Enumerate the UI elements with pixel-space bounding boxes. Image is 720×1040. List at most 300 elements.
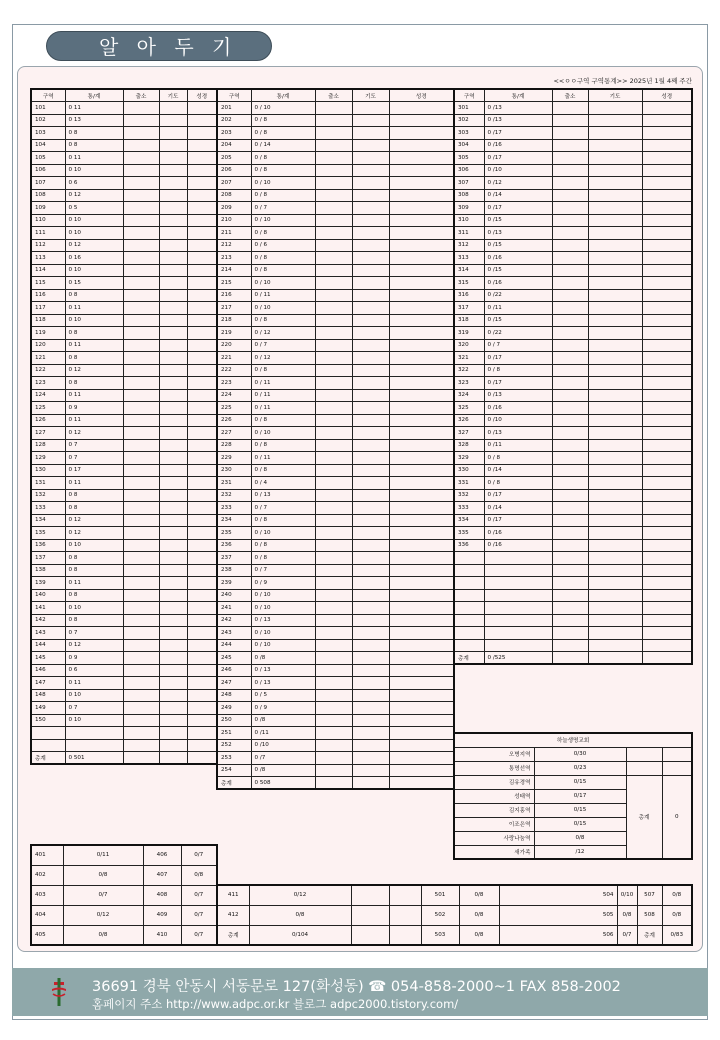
table-cell	[352, 652, 389, 665]
table-cell	[352, 777, 389, 790]
table-cell	[588, 477, 642, 490]
room-number: 318	[454, 314, 484, 327]
table-cell	[389, 377, 454, 390]
table-cell	[389, 652, 454, 665]
group-name: 이조은역	[454, 817, 534, 831]
room-number: 305	[454, 152, 484, 165]
room-number: 249	[217, 702, 251, 715]
room-number: 235	[217, 527, 251, 540]
attendance-value: 0 10	[65, 689, 123, 702]
table-cell	[123, 302, 159, 315]
attendance-value: 0 /8	[251, 652, 315, 665]
group-name: 성태역	[454, 789, 534, 803]
attendance-value: 0 10	[65, 164, 123, 177]
column-header: 기도	[352, 89, 389, 102]
table-cell	[352, 289, 389, 302]
room-number: 102	[31, 114, 65, 127]
table-cell	[352, 564, 389, 577]
attendance-value: 0 / 10	[251, 277, 315, 290]
table-cell	[159, 427, 187, 440]
attendance-value: 0/12	[249, 885, 351, 905]
table-row	[31, 152, 217, 165]
table-row	[454, 564, 692, 577]
room-number: 217	[217, 302, 251, 315]
table-row	[217, 189, 454, 202]
table-cell	[588, 627, 642, 640]
table-cell	[187, 614, 217, 627]
table-cell	[389, 925, 421, 945]
room-number: 310	[454, 214, 484, 227]
table-cell	[588, 114, 642, 127]
room-number: 329	[454, 452, 484, 465]
table-row	[454, 339, 692, 352]
table-cell	[454, 614, 484, 627]
table-row	[217, 752, 454, 765]
column-header: 통/계	[484, 89, 552, 102]
table-row	[217, 202, 454, 215]
room-number: 322	[454, 364, 484, 377]
table-cell	[187, 727, 217, 740]
table-row	[31, 652, 217, 665]
total-value: 0 508	[251, 777, 315, 790]
attendance-value: 0 / 8	[251, 464, 315, 477]
room-number: 308	[454, 189, 484, 202]
table-cell	[159, 164, 187, 177]
table-cell	[552, 389, 588, 402]
table-row	[31, 627, 217, 640]
table-cell	[123, 589, 159, 602]
room-number: 254	[217, 764, 251, 777]
youth-row	[454, 761, 692, 775]
table-row	[217, 627, 454, 640]
table-cell	[187, 152, 217, 165]
table-cell	[123, 102, 159, 115]
attendance-value: 0 / 8	[251, 514, 315, 527]
table-row	[31, 314, 217, 327]
room-number: 138	[31, 564, 65, 577]
table-cell	[588, 539, 642, 552]
attendance-value: 0/83	[662, 925, 692, 945]
table-cell	[552, 527, 588, 540]
table-cell	[159, 514, 187, 527]
total-label: 총계	[454, 652, 484, 665]
table-cell	[315, 339, 352, 352]
total-value: 0 501	[65, 752, 123, 765]
table-cell	[159, 314, 187, 327]
attendance-value: 0 / 8	[484, 452, 552, 465]
table-cell	[352, 664, 389, 677]
table-cell	[642, 564, 692, 577]
table-cell	[187, 127, 217, 140]
attendance-value: 0/8	[459, 905, 499, 925]
table-cell	[187, 214, 217, 227]
attendance-value: 0 /17	[484, 489, 552, 502]
table-cell	[159, 552, 187, 565]
column-header: 출소	[315, 89, 352, 102]
table-cell	[315, 364, 352, 377]
table-row	[31, 102, 217, 115]
table-cell	[389, 464, 454, 477]
attendance-value: 0 12	[65, 364, 123, 377]
table-row	[217, 564, 454, 577]
table-cell	[588, 152, 642, 165]
table-cell	[389, 702, 454, 715]
table-row	[217, 527, 454, 540]
table-cell	[642, 164, 692, 177]
table-row	[31, 402, 217, 415]
table-cell	[315, 214, 352, 227]
table-cell	[552, 139, 588, 152]
table-cell	[642, 139, 692, 152]
table-row	[217, 177, 454, 190]
room-number: 232	[217, 489, 251, 502]
table-cell	[123, 464, 159, 477]
table-row	[217, 727, 454, 740]
room-number: 226	[217, 414, 251, 427]
attendance-value: 0 8	[65, 589, 123, 602]
room-number: 327	[454, 427, 484, 440]
table-cell	[352, 602, 389, 615]
attendance-value: 0/7	[181, 905, 217, 925]
table-cell	[389, 139, 454, 152]
table-cell	[315, 464, 352, 477]
table-cell	[315, 514, 352, 527]
table-cell	[31, 739, 65, 752]
room-number: 135	[31, 527, 65, 540]
room-number: 324	[454, 389, 484, 402]
table-cell	[352, 127, 389, 140]
table-cell	[588, 464, 642, 477]
attendance-value: 0 / 7	[251, 339, 315, 352]
table-cell	[123, 114, 159, 127]
table-row	[454, 127, 692, 140]
table-cell	[159, 139, 187, 152]
table-cell	[642, 414, 692, 427]
table-cell	[389, 427, 454, 440]
table-row	[454, 602, 692, 615]
attendance-value: 0 8	[65, 564, 123, 577]
table-row	[217, 589, 454, 602]
table-cell	[187, 402, 217, 415]
room-number: 130	[31, 464, 65, 477]
table-cell	[588, 614, 642, 627]
table-cell	[588, 139, 642, 152]
table-cell	[552, 414, 588, 427]
table-cell	[389, 577, 454, 590]
table-cell	[123, 627, 159, 640]
table-cell	[315, 664, 352, 677]
attendance-value: 0 10	[65, 602, 123, 615]
table-row	[31, 502, 217, 515]
room-number: 127	[31, 427, 65, 440]
table-row	[217, 214, 454, 227]
room-number: 309	[454, 202, 484, 215]
table-row	[31, 264, 217, 277]
table-cell	[187, 377, 217, 390]
table-row	[454, 477, 692, 490]
table-row	[31, 639, 217, 652]
table-cell	[588, 289, 642, 302]
table-cell	[187, 689, 217, 702]
table-cell	[187, 627, 217, 640]
attendance-value: 0 6	[65, 177, 123, 190]
attendance-value: 0 / 8	[251, 264, 315, 277]
table-cell	[352, 527, 389, 540]
footer-address: 36691 경북 안동시 서동문로 127(화성동) ☎ 054-858-2000~1 FAX 858-2002	[92, 979, 621, 995]
table-cell	[642, 264, 692, 277]
table-row	[31, 664, 217, 677]
table-row	[217, 377, 454, 390]
table-row	[217, 652, 454, 665]
table-cell	[552, 439, 588, 452]
table-cell	[159, 564, 187, 577]
table-cell	[187, 552, 217, 565]
attendance-value: 0 10	[65, 214, 123, 227]
table-cell	[552, 114, 588, 127]
table-row	[31, 577, 217, 590]
attendance-value: 0 / 10	[251, 214, 315, 227]
room-number: 229	[217, 452, 251, 465]
room-number: 238	[217, 564, 251, 577]
room-number: 406	[143, 845, 181, 865]
table-row	[217, 264, 454, 277]
table-row	[454, 464, 692, 477]
table-cell	[123, 239, 159, 252]
table-cell	[642, 214, 692, 227]
table-cell	[315, 277, 352, 290]
table-row	[31, 702, 217, 715]
room-number: 203	[217, 127, 251, 140]
table-cell	[389, 502, 454, 515]
table-row	[454, 302, 692, 315]
attendance-value: 0 /16	[484, 252, 552, 265]
table-row	[31, 252, 217, 265]
table-row	[217, 439, 454, 452]
table-row	[31, 552, 217, 565]
room-number: 508	[637, 905, 662, 925]
table-row	[454, 514, 692, 527]
group-name: 통명선역	[454, 761, 534, 775]
table-cell	[159, 239, 187, 252]
table-cell	[484, 552, 552, 565]
attendance-value: 0 /15	[484, 264, 552, 277]
table-row	[454, 289, 692, 302]
table-cell	[187, 164, 217, 177]
table-cell	[642, 227, 692, 240]
table-row	[217, 664, 454, 677]
table-cell	[588, 352, 642, 365]
table-section-400	[30, 844, 218, 946]
attendance-value: 0 / 11	[251, 289, 315, 302]
table-cell	[389, 727, 454, 740]
table-cell	[187, 702, 217, 715]
room-number: 245	[217, 652, 251, 665]
table-cell	[315, 264, 352, 277]
table-header-row	[217, 89, 454, 102]
page-title: 알 아 두 기	[46, 31, 272, 61]
table-cell	[315, 502, 352, 515]
room-number: 126	[31, 414, 65, 427]
room-number: 404	[31, 905, 63, 925]
table-cell	[389, 552, 454, 565]
table-cell	[187, 139, 217, 152]
table-cell	[315, 327, 352, 340]
room-number: 412	[217, 905, 249, 925]
attendance-value: 0 /7	[251, 752, 315, 765]
table-cell	[389, 627, 454, 640]
table-cell	[389, 777, 454, 790]
table-cell	[315, 152, 352, 165]
attendance-value: 0/12	[63, 905, 143, 925]
table-cell	[389, 264, 454, 277]
table-cell	[315, 527, 352, 540]
room-number: 251	[217, 727, 251, 740]
attendance-value: 0/8	[181, 865, 217, 885]
attendance-value: 0 / 8	[251, 252, 315, 265]
room-number: 236	[217, 539, 251, 552]
table-cell	[187, 714, 217, 727]
youth-total-value: 0	[662, 775, 692, 859]
room-number: 319	[454, 327, 484, 340]
room-number: 313	[454, 252, 484, 265]
table-row	[217, 389, 454, 402]
table-cell	[389, 239, 454, 252]
attendance-value: 0 / 14	[251, 139, 315, 152]
table-cell	[389, 352, 454, 365]
table-cell	[642, 202, 692, 215]
table-row	[217, 905, 692, 925]
table-cell	[315, 114, 352, 127]
table-cell	[552, 477, 588, 490]
table-cell	[352, 427, 389, 440]
table-cell	[315, 652, 352, 665]
table-cell	[123, 677, 159, 690]
table-cell	[642, 152, 692, 165]
table-cell	[588, 177, 642, 190]
table-cell	[123, 289, 159, 302]
table-cell	[123, 152, 159, 165]
group-value: /12	[534, 845, 626, 859]
table-row	[217, 925, 692, 945]
table-row	[454, 527, 692, 540]
table-cell	[588, 127, 642, 140]
table-cell	[588, 227, 642, 240]
table-cell	[552, 627, 588, 640]
room-number: 334	[454, 514, 484, 527]
table-cell	[159, 214, 187, 227]
room-number: 317	[454, 302, 484, 315]
room-number: 228	[217, 439, 251, 452]
attendance-value: 0 9	[65, 402, 123, 415]
table-cell	[315, 639, 352, 652]
youth-row	[454, 747, 692, 761]
table-row	[31, 377, 217, 390]
table-row	[454, 139, 692, 152]
table-row	[454, 327, 692, 340]
table-row	[217, 885, 692, 905]
table-section-300	[453, 88, 693, 665]
table-row	[31, 277, 217, 290]
room-number: 240	[217, 589, 251, 602]
table-cell	[315, 739, 352, 752]
table-row	[31, 925, 217, 945]
room-number: 201	[217, 102, 251, 115]
table-cell	[159, 277, 187, 290]
attendance-value: 0 9	[65, 652, 123, 665]
table-cell	[552, 427, 588, 440]
attendance-value: 0 / 8	[251, 314, 315, 327]
table-cell	[352, 589, 389, 602]
attendance-value: 0 / 4	[251, 477, 315, 490]
table-cell	[552, 314, 588, 327]
attendance-value: 0 / 10	[251, 639, 315, 652]
attendance-value: 0 10	[65, 314, 123, 327]
column-header: 성경	[642, 89, 692, 102]
table-cell	[123, 502, 159, 515]
room-number: 207	[217, 177, 251, 190]
room-number: 402	[31, 865, 63, 885]
attendance-value: 0 12	[65, 514, 123, 527]
table-cell	[352, 352, 389, 365]
group-value: 0/15	[534, 775, 626, 789]
table-section-100	[30, 88, 218, 765]
table-cell	[642, 339, 692, 352]
table-cell	[187, 739, 217, 752]
table-cell	[642, 252, 692, 265]
table-cell	[454, 589, 484, 602]
table-cell	[123, 514, 159, 527]
table-cell	[65, 727, 123, 740]
table-cell	[315, 477, 352, 490]
table-cell	[389, 527, 454, 540]
table-row	[454, 552, 692, 565]
table-cell	[552, 614, 588, 627]
table-cell	[588, 527, 642, 540]
total-row	[454, 652, 692, 665]
table-row	[217, 364, 454, 377]
room-number: 110	[31, 214, 65, 227]
room-number: 111	[31, 227, 65, 240]
column-header: 출소	[123, 89, 159, 102]
table-cell	[642, 427, 692, 440]
attendance-value: 0 8	[65, 614, 123, 627]
table-cell	[351, 925, 389, 945]
attendance-value: 0 / 11	[251, 452, 315, 465]
table-cell	[389, 639, 454, 652]
table-row	[31, 514, 217, 527]
room-number: 210	[217, 214, 251, 227]
attendance-value: 0 11	[65, 302, 123, 315]
table-cell	[642, 489, 692, 502]
table-cell	[352, 377, 389, 390]
group-value: 0/30	[534, 747, 626, 761]
table-cell	[352, 464, 389, 477]
table-row	[217, 139, 454, 152]
table-cell	[588, 189, 642, 202]
table-cell	[588, 214, 642, 227]
table-youth	[453, 732, 693, 860]
table-row	[454, 227, 692, 240]
footer	[12, 968, 708, 1016]
attendance-value: 0 / 10	[251, 302, 315, 315]
table-cell	[552, 264, 588, 277]
attendance-value: 0 /22	[484, 327, 552, 340]
table-header-row	[454, 89, 692, 102]
group-name: 김유경역	[454, 775, 534, 789]
table-row	[454, 189, 692, 202]
table-cell	[552, 152, 588, 165]
table-cell	[352, 189, 389, 202]
